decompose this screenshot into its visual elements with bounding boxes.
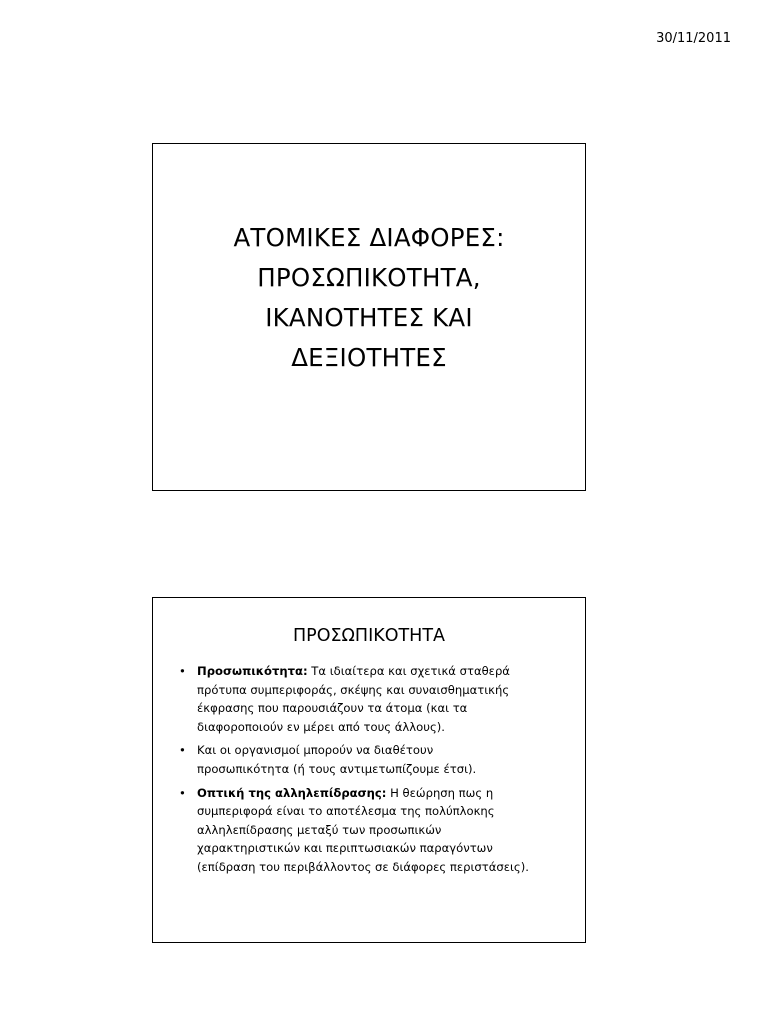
slide-title-line: ΑΤΟΜΙΚΕΣ ΔΙΑΦΟΡΕΣ:: [233, 223, 505, 252]
bullet-line: συμπεριφορά είναι το αποτέλεσμα της πολύπλοκης: [197, 804, 495, 819]
slide-title-line: ΔΕΞΙΟΤΗΤΕΣ: [291, 343, 447, 372]
bullet-text: Τα ιδιαίτερα και σχετικά σταθερά: [307, 664, 510, 678]
bullet-line: Και οι οργανισμοί μπορούν να διαθέτουν: [197, 743, 434, 758]
bullet-item: [153, 784, 587, 877]
slide-heading: ΠΡΟΣΩΠΙΚΟΤΗΤΑ: [293, 626, 445, 646]
bullet-line: αλληλεπίδρασης μεταξύ των προσωπικών: [197, 822, 442, 837]
bullet-line: πρότυπα συμπεριφοράς, σκέψης και συναισθηματικής: [197, 682, 510, 697]
title-slide: [152, 143, 586, 491]
bullet-line: χαρακτηριστικών και περιπτωσιακών παραγόντων: [197, 841, 493, 856]
bullet-line: διαφοροποιούν εν μέρει από τους άλλους).: [197, 719, 445, 734]
bullet-term: Προσωπικότητα:: [197, 664, 308, 678]
bullet-icon: •: [179, 664, 186, 678]
bullet-line: (επίδραση του περιβάλλοντος σε διάφορες περιστάσεις).: [197, 859, 529, 874]
bullet-line: προσωπικότητα (ή τους αντιμετωπίζουμε έτσι).: [197, 761, 477, 776]
bullet-icon: •: [179, 785, 186, 800]
bullet-line: [197, 784, 579, 803]
slide-title: [153, 218, 585, 378]
bullet-line: [197, 662, 579, 681]
bullet-term: Οπτική της αλληλεπίδρασης:: [197, 785, 387, 800]
content-slide: [152, 597, 586, 943]
bullet-list: [153, 662, 587, 882]
bullet-icon: •: [179, 743, 186, 758]
bullet-text: Η θεώρηση πως η: [386, 785, 494, 800]
slide-title-line: ΙΚΑΝΟΤΗΤΕΣ ΚΑΙ: [265, 303, 473, 332]
bullet-item: [153, 741, 587, 778]
slide-title-line: ΠΡΟΣΩΠΙΚΟΤΗΤΑ,: [257, 263, 481, 292]
bullet-line: έκφρασης που παρουσιάζουν τα άτομα (και τα: [197, 701, 468, 716]
bullet-item: [153, 662, 587, 736]
page-date: 30/11/2011: [656, 31, 731, 46]
